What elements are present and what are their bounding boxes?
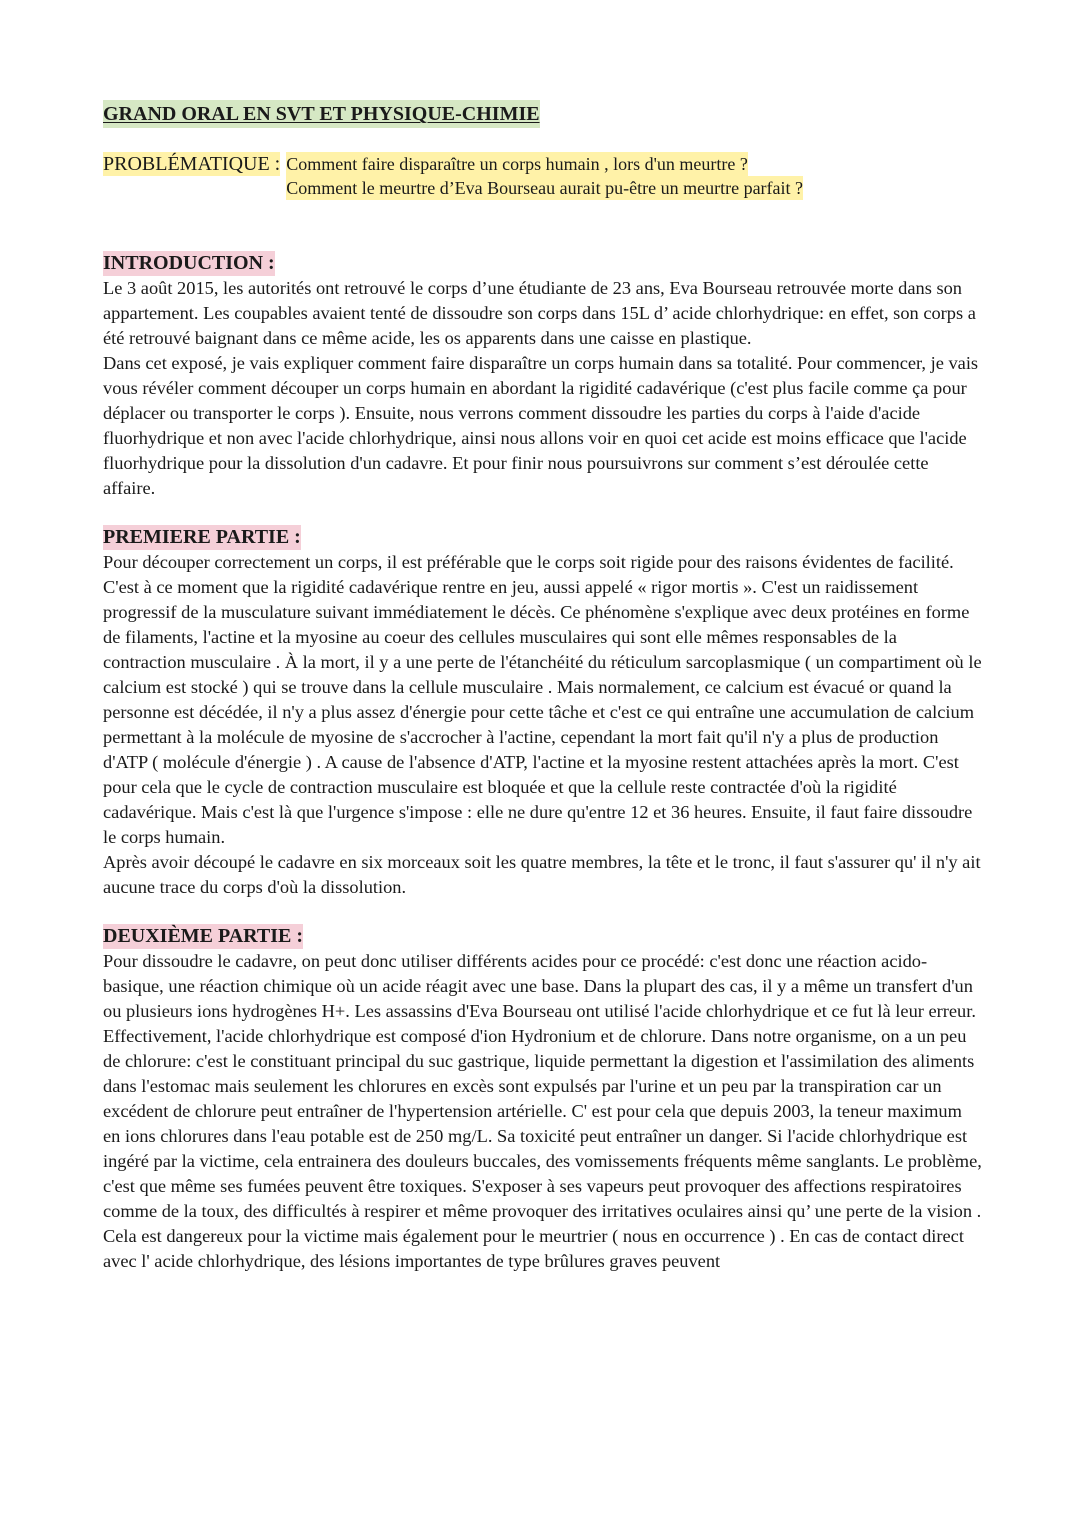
problematique-block: [103, 152, 983, 200]
problematique-question-1: Comment faire disparaître un corps humain , lors d'un meurtre ?: [286, 154, 748, 174]
problematique-question-2: Comment le meurtre d’Eva Bourseau aurait pu-être un meurtre parfait ?: [286, 178, 804, 198]
premiere-partie-heading: PREMIERE PARTIE :: [103, 526, 301, 548]
document-page: [103, 100, 983, 1274]
problematique-questions: [286, 152, 803, 200]
introduction-paragraph-1: Le 3 août 2015, les autorités ont retrouvé le corps d’une étudiante de 23 ans, Eva Bourseau retrouvée morte dans son appartement. Les coupables avaient tenté de dissoudre son corps dans 15L d’ acide chlorhydrique: en effet, son corps a été retrouvé baignant dans ce même acide, les os apparents dans une caisse en plastique.: [103, 278, 976, 348]
premiere-partie-section: [103, 525, 983, 900]
deuxieme-partie-heading: DEUXIÈME PARTIE :: [103, 925, 304, 947]
premiere-partie-paragraph-1: Pour découper correctement un corps, il est préférable que le corps soit rigide pour des raisons évidentes de facilité. C'est à ce moment que la rigidité cadavérique rentre en jeu, aussi appelé « rigor mortis ». C'est un raidissement progressif de la musculature suivant immédiatement le décès. Ce phénomène s'explique avec deux protéines en forme de filaments, l'actine et la myosine au coeur des cellules musculaires qui sont elle mêmes responsables de la contraction musculaire . À la mort, il y a une perte de l'étanchéité du réticulum sarcoplasmique ( un compartiment où le calcium est stocké ) qui se trouve dans la cellule musculaire . Mais normalement, ce calcium est évacué or quand la personne est décédée, il n'y a plus assez d'énergie pour cette tâche et c'est ce qui entraîne une accumulation de calcium permettant à la molécule de myosine de s'accrocher à l'actine, cependant la mort fait qu'il n'y a plus de production d'ATP ( molécule d'énergie ) . A cause de l'absence d'ATP, l'actine et la myosine restent attachées après la mort. C'est pour cela que le cycle de contraction musculaire est bloquée et que la cellule reste contractée d'où la rigidité cadavérique. Mais c'est là que l'urgence s'impose : elle ne dure qu'entre 12 et 36 heures. Ensuite, il faut faire dissoudre le corps humain.: [103, 552, 982, 847]
introduction-heading: INTRODUCTION :: [103, 252, 275, 274]
introduction-paragraph-2: Dans cet exposé, je vais expliquer comment faire disparaître un corps humain dans sa totalité. Pour commencer, je vais vous révéler comment découper un corps humain en abordant la rigidité cadavérique (c'est plus facile comme ça pour déplacer ou transporter le corps ). Ensuite, nous verrons comment dissoudre les parties du corps à l'aide d'acide fluorhydrique et non avec l'acide chlorhydrique, ainsi nous allons voir en quoi cet acide est moins efficace que l'acide fluorhydrique pour la dissolution d'un cadavre. Et pour finir nous poursuivrons sur comment s’est déroulée cette affaire.: [103, 353, 979, 498]
deuxieme-partie-section: [103, 924, 983, 1274]
introduction-section: [103, 251, 983, 501]
deuxieme-partie-paragraph-1: Pour dissoudre le cadavre, on peut donc utiliser différents acides pour ce procédé: c'est donc une réaction acido-basique, une réaction chimique où un acide réagit avec une base. Dans la plupart des cas, il y a même un transfert d'un ou plusieurs ions hydrogènes H+. Les assassins d'Eva Bourseau ont utilisé l'acide chlorhydrique et ce fut là leur erreur. Effectivement, l'acide chlorhydrique est composé d'ion Hydronium et de chlorure. Dans notre organisme, on a un peu de chlorure: c'est le constituant principal du suc gastrique, liquide permettant la digestion et l'assimilation des aliments dans l'estomac mais seulement les chlorures en excès sont expulsés par l'urine et un peu par la transpiration car un excédent de chlorure peut entraîner de l'hypertension artérielle. C' est pour cela que depuis 2003, la teneur maximum en ions chlorures dans l'eau potable est de 250 mg/L. Sa toxicité peut entraîner un danger. Si l'acide chlorhydrique est ingéré par la victime, cela entrainera des douleurs buccales, des vomissements fréquents même sanglants. Le problème, c'est que même ses fumées peuvent être toxiques. S'exposer à ses vapeurs peut provoquer des affections respiratoires comme de la toux, des difficultés à respirer et même provoquer des irritatives oculaires ainsi qu’ une perte de la vision . Cela est dangereux pour la victime mais également pour le meurtrier ( nous en occurrence ) . En cas de contact direct avec l' acide chlorhydrique, des lésions importantes de type brûlures graves peuvent: [103, 951, 982, 1271]
document-title: GRAND ORAL EN SVT ET PHYSIQUE-CHIMIE: [103, 100, 540, 128]
premiere-partie-paragraph-2: Après avoir découpé le cadavre en six morceaux soit les quatre membres, la tête et le tronc, il faut s'assurer qu' il n'y ait aucune trace du corps d'où la dissolution.: [103, 852, 981, 897]
problematique-label: PROBLÉMATIQUE :: [103, 153, 281, 175]
